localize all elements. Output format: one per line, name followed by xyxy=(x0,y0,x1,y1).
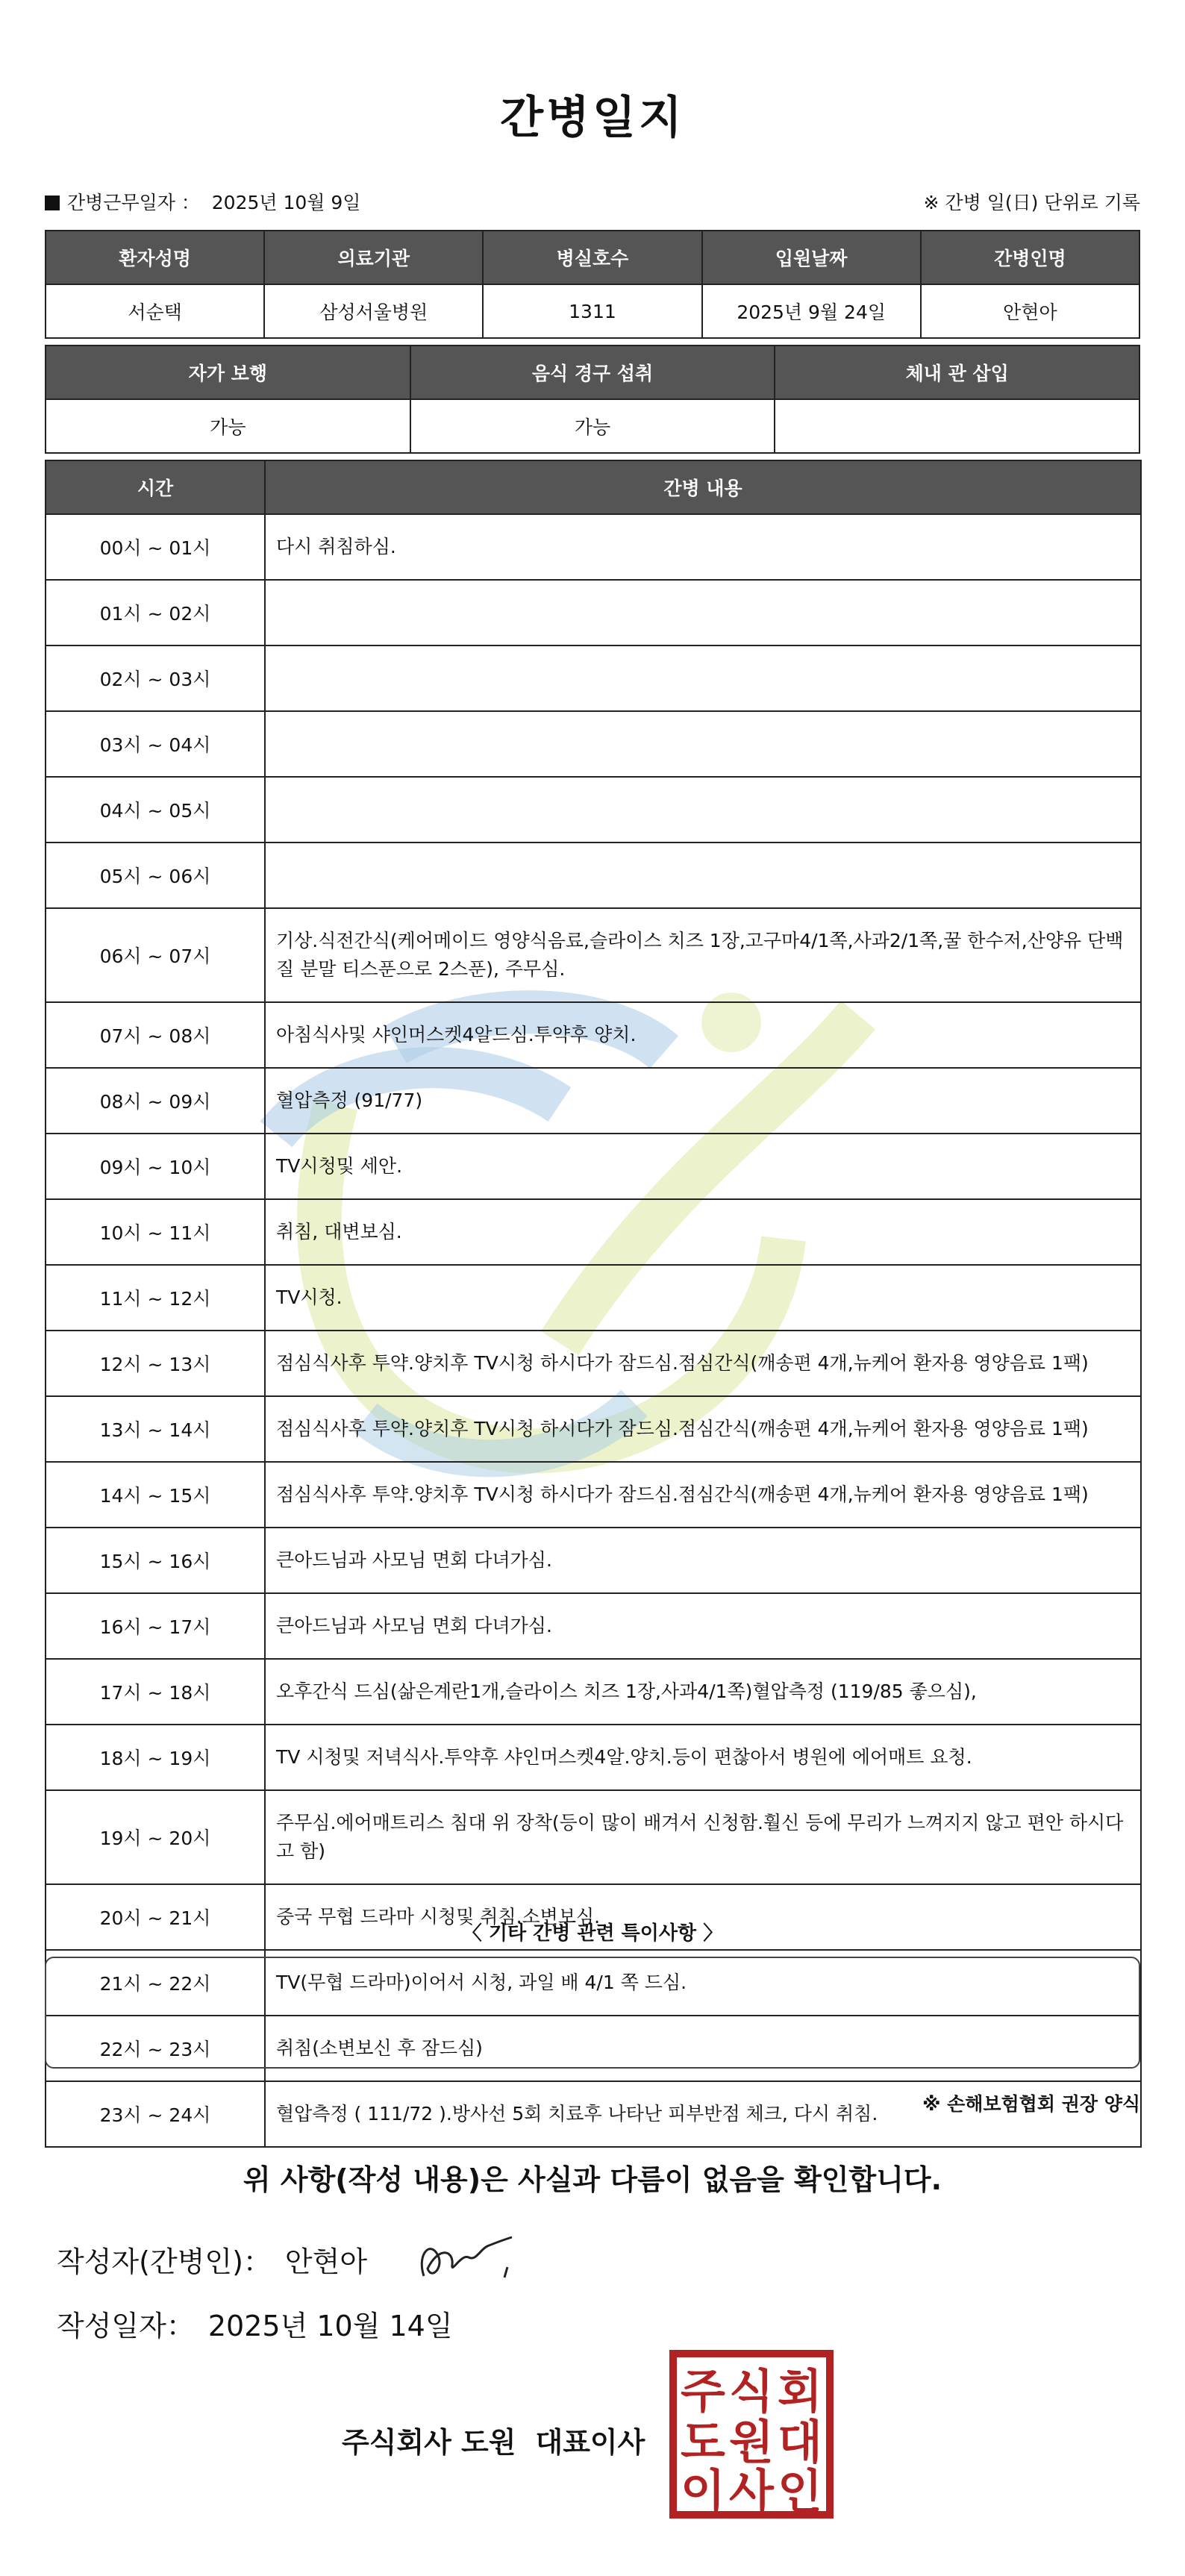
content-cell: TV 시청및 저녁식사.투약후 샤인머스켓4알.양치.등이 편찮아서 병원에 에어매트 요청. xyxy=(265,1725,1141,1790)
time-cell: 07시 ~ 08시 xyxy=(46,1002,265,1068)
time-cell: 11시 ~ 12시 xyxy=(46,1265,265,1331)
form-source-note: ※ 손해보험협회 권장 양식 xyxy=(922,2093,1140,2115)
table-row xyxy=(46,1068,1141,1134)
content-cell: 큰아드님과 사모님 면회 다녀가심. xyxy=(265,1593,1141,1659)
time-cell: 16시 ~ 17시 xyxy=(46,1593,265,1659)
header-tube: 체내 관 삽입 xyxy=(775,346,1139,399)
table-row xyxy=(46,1265,1141,1331)
notes-box xyxy=(45,1957,1140,2069)
time-cell: 08시 ~ 09시 xyxy=(46,1068,265,1134)
svg-text:이: 이 xyxy=(681,2464,725,2519)
time-cell: 02시 ~ 03시 xyxy=(46,645,265,711)
table-row xyxy=(46,842,1141,908)
writer-name: 안현아 xyxy=(284,2245,368,2278)
svg-text:도: 도 xyxy=(681,2415,725,2469)
writer-line xyxy=(57,2239,367,2280)
header-oral-intake: 음식 경구 섭취 xyxy=(410,346,775,399)
table-row xyxy=(46,711,1141,777)
time-cell: 17시 ~ 18시 xyxy=(46,1659,265,1725)
caregiver-name: 안현아 xyxy=(921,284,1139,338)
signature xyxy=(409,2224,521,2291)
company-title: 대표이사 xyxy=(535,2426,645,2459)
patient-info-table xyxy=(45,230,1140,339)
company-seal-stamp xyxy=(669,2349,834,2519)
header-patient-name: 환자성명 xyxy=(46,231,264,284)
header-time: 시간 xyxy=(46,460,265,514)
company-line xyxy=(342,2419,645,2460)
care-date-label: 간병근무일자 ： xyxy=(67,192,200,213)
svg-text:식: 식 xyxy=(729,2364,774,2419)
content-cell: 점심식사후 투약.양치후 TV시청 하시다가 잠드심.점심간식(깨송편 4개,뉴케어 환자용 영양음료 1팩) xyxy=(265,1331,1141,1396)
care-date xyxy=(45,188,360,215)
table-row xyxy=(46,1593,1141,1659)
patient-status-table xyxy=(45,345,1140,454)
admission-date: 2025년 9월 24일 xyxy=(702,284,921,338)
room-number: 1311 xyxy=(483,284,701,338)
content-cell xyxy=(265,777,1141,842)
header-hospital: 의료기관 xyxy=(264,231,483,284)
table-row xyxy=(46,1790,1141,1884)
table-row xyxy=(46,1199,1141,1265)
hospital-name: 삼성서울병원 xyxy=(264,284,483,338)
time-cell: 13시 ~ 14시 xyxy=(46,1396,265,1462)
svg-text:사: 사 xyxy=(729,2464,774,2519)
svg-text:대: 대 xyxy=(778,2415,822,2469)
time-cell: 03시 ~ 04시 xyxy=(46,711,265,777)
header-walking: 자가 보행 xyxy=(46,346,410,399)
written-date-line xyxy=(57,2303,453,2344)
svg-text:회: 회 xyxy=(778,2364,822,2419)
care-log-table xyxy=(45,460,1142,2148)
time-cell: 21시 ~ 22시 xyxy=(46,1950,265,2016)
writer-label: 작성자(간병인)： xyxy=(57,2245,272,2278)
table-row xyxy=(46,1725,1141,1790)
time-cell: 18시 ~ 19시 xyxy=(46,1725,265,1790)
content-cell: TV시청및 세안. xyxy=(265,1134,1141,1199)
content-cell xyxy=(265,645,1141,711)
unit-note: ※ 간병 일(日) 단위로 기록 xyxy=(923,192,1140,213)
written-date-label: 작성일자： xyxy=(57,2310,195,2342)
time-cell: 22시 ~ 23시 xyxy=(46,2016,265,2081)
svg-text:인: 인 xyxy=(778,2464,822,2519)
time-cell: 15시 ~ 16시 xyxy=(46,1528,265,1593)
table-row xyxy=(46,777,1141,842)
content-cell: 기상.식전간식(케어메이드 영양식음료,슬라이스 치즈 1장,고구마4/1쪽,사과2/1쪽,꿀 한수저,산양유 단백질 분말 티스푼으로 2스푼), 주무심. xyxy=(265,908,1141,1002)
tube-value xyxy=(775,399,1139,453)
content-cell: 취침(소변보신 후 잠드심) xyxy=(265,2016,1141,2081)
walking-value: 가능 xyxy=(46,399,410,453)
content-cell: TV시청. xyxy=(265,1265,1141,1331)
time-cell: 00시 ~ 01시 xyxy=(46,514,265,580)
time-cell: 14시 ~ 15시 xyxy=(46,1462,265,1528)
care-date-value: 2025년 10월 9일 xyxy=(211,192,361,213)
table-row xyxy=(46,1462,1141,1528)
content-cell: TV(무협 드라마)이어서 시청, 과일 배 4/1 쪽 드심. xyxy=(265,1950,1141,2016)
table-row xyxy=(46,1659,1141,1725)
content-cell: 아침식사및 샤인머스켓4알드심.투약후 양치. xyxy=(265,1002,1141,1068)
header-admission-date: 입원날짜 xyxy=(702,231,921,284)
time-cell: 06시 ~ 07시 xyxy=(46,908,265,1002)
content-cell: 혈압측정 (91/77) xyxy=(265,1068,1141,1134)
table-row xyxy=(46,1134,1141,1199)
time-cell: 12시 ~ 13시 xyxy=(46,1331,265,1396)
time-cell: 01시 ~ 02시 xyxy=(46,580,265,645)
time-cell: 23시 ~ 24시 xyxy=(46,2081,265,2147)
content-cell: 점심식사후 투약.양치후 TV시청 하시다가 잠드심.점심간식(깨송편 4개,뉴케어 환자용 영양음료 1팩) xyxy=(265,1462,1141,1528)
time-cell: 09시 ~ 10시 xyxy=(46,1134,265,1199)
time-cell: 19시 ~ 20시 xyxy=(46,1790,265,1884)
notes-title: 〈 기타 간병 관련 특이사항 〉 xyxy=(462,1922,723,1945)
table-row xyxy=(46,645,1141,711)
header-caregiver: 간병인명 xyxy=(921,231,1139,284)
oral-intake-value: 가능 xyxy=(410,399,775,453)
confirmation-statement: 위 사항(작성 내용)은 사실과 다름이 없음을 확인합니다. xyxy=(243,2163,942,2196)
time-cell: 04시 ~ 05시 xyxy=(46,777,265,842)
content-cell xyxy=(265,580,1141,645)
time-cell: 10시 ~ 11시 xyxy=(46,1199,265,1265)
square-bullet-icon xyxy=(45,196,60,210)
content-cell: 중국 무협 드라마 시청및 취침.소변보심. xyxy=(265,1884,1141,1950)
table-row xyxy=(46,1396,1141,1462)
meta-row xyxy=(45,188,1140,218)
table-row xyxy=(46,514,1141,580)
time-cell: 05시 ~ 06시 xyxy=(46,842,265,908)
patient-name: 서순택 xyxy=(46,284,264,338)
content-cell: 주무심.에어매트리스 침대 위 장착(등이 많이 배겨서 신청함.훨신 등에 무리가 느껴지지 않고 편안 하시다고 함) xyxy=(265,1790,1141,1884)
content-cell xyxy=(265,711,1141,777)
content-cell: 다시 취침하심. xyxy=(265,514,1141,580)
content-cell: 혈압측정 ( 111/72 ).방사선 5회 치료후 나타난 피부반점 체크, 다시 취침. xyxy=(265,2081,1141,2147)
svg-text:원: 원 xyxy=(729,2415,774,2469)
table-row xyxy=(46,580,1141,645)
company-name: 주식회사 도원 xyxy=(342,2426,516,2459)
table-row xyxy=(46,1002,1141,1068)
table-row xyxy=(46,1331,1141,1396)
table-row xyxy=(46,908,1141,1002)
header-content: 간병 내용 xyxy=(265,460,1141,514)
content-cell: 취침, 대변보심. xyxy=(265,1199,1141,1265)
content-cell: 오후간식 드심(삶은계란1개,슬라이스 치즈 1장,사과4/1쪽)혈압측정 (119/85 좋으심), xyxy=(265,1659,1141,1725)
written-date-value: 2025년 10월 14일 xyxy=(207,2310,453,2342)
content-cell xyxy=(265,842,1141,908)
header-room: 병실호수 xyxy=(483,231,701,284)
content-cell: 점심식사후 투약.양치후 TV시청 하시다가 잠드심.점심간식(깨송편 4개,뉴케어 환자용 영양음료 1팩) xyxy=(265,1396,1141,1462)
table-row xyxy=(46,1528,1141,1593)
time-cell: 20시 ~ 21시 xyxy=(46,1884,265,1950)
content-cell: 큰아드님과 사모님 면회 다녀가심. xyxy=(265,1528,1141,1593)
svg-text:주: 주 xyxy=(681,2364,725,2419)
document-title: 간병일지 xyxy=(500,92,685,144)
